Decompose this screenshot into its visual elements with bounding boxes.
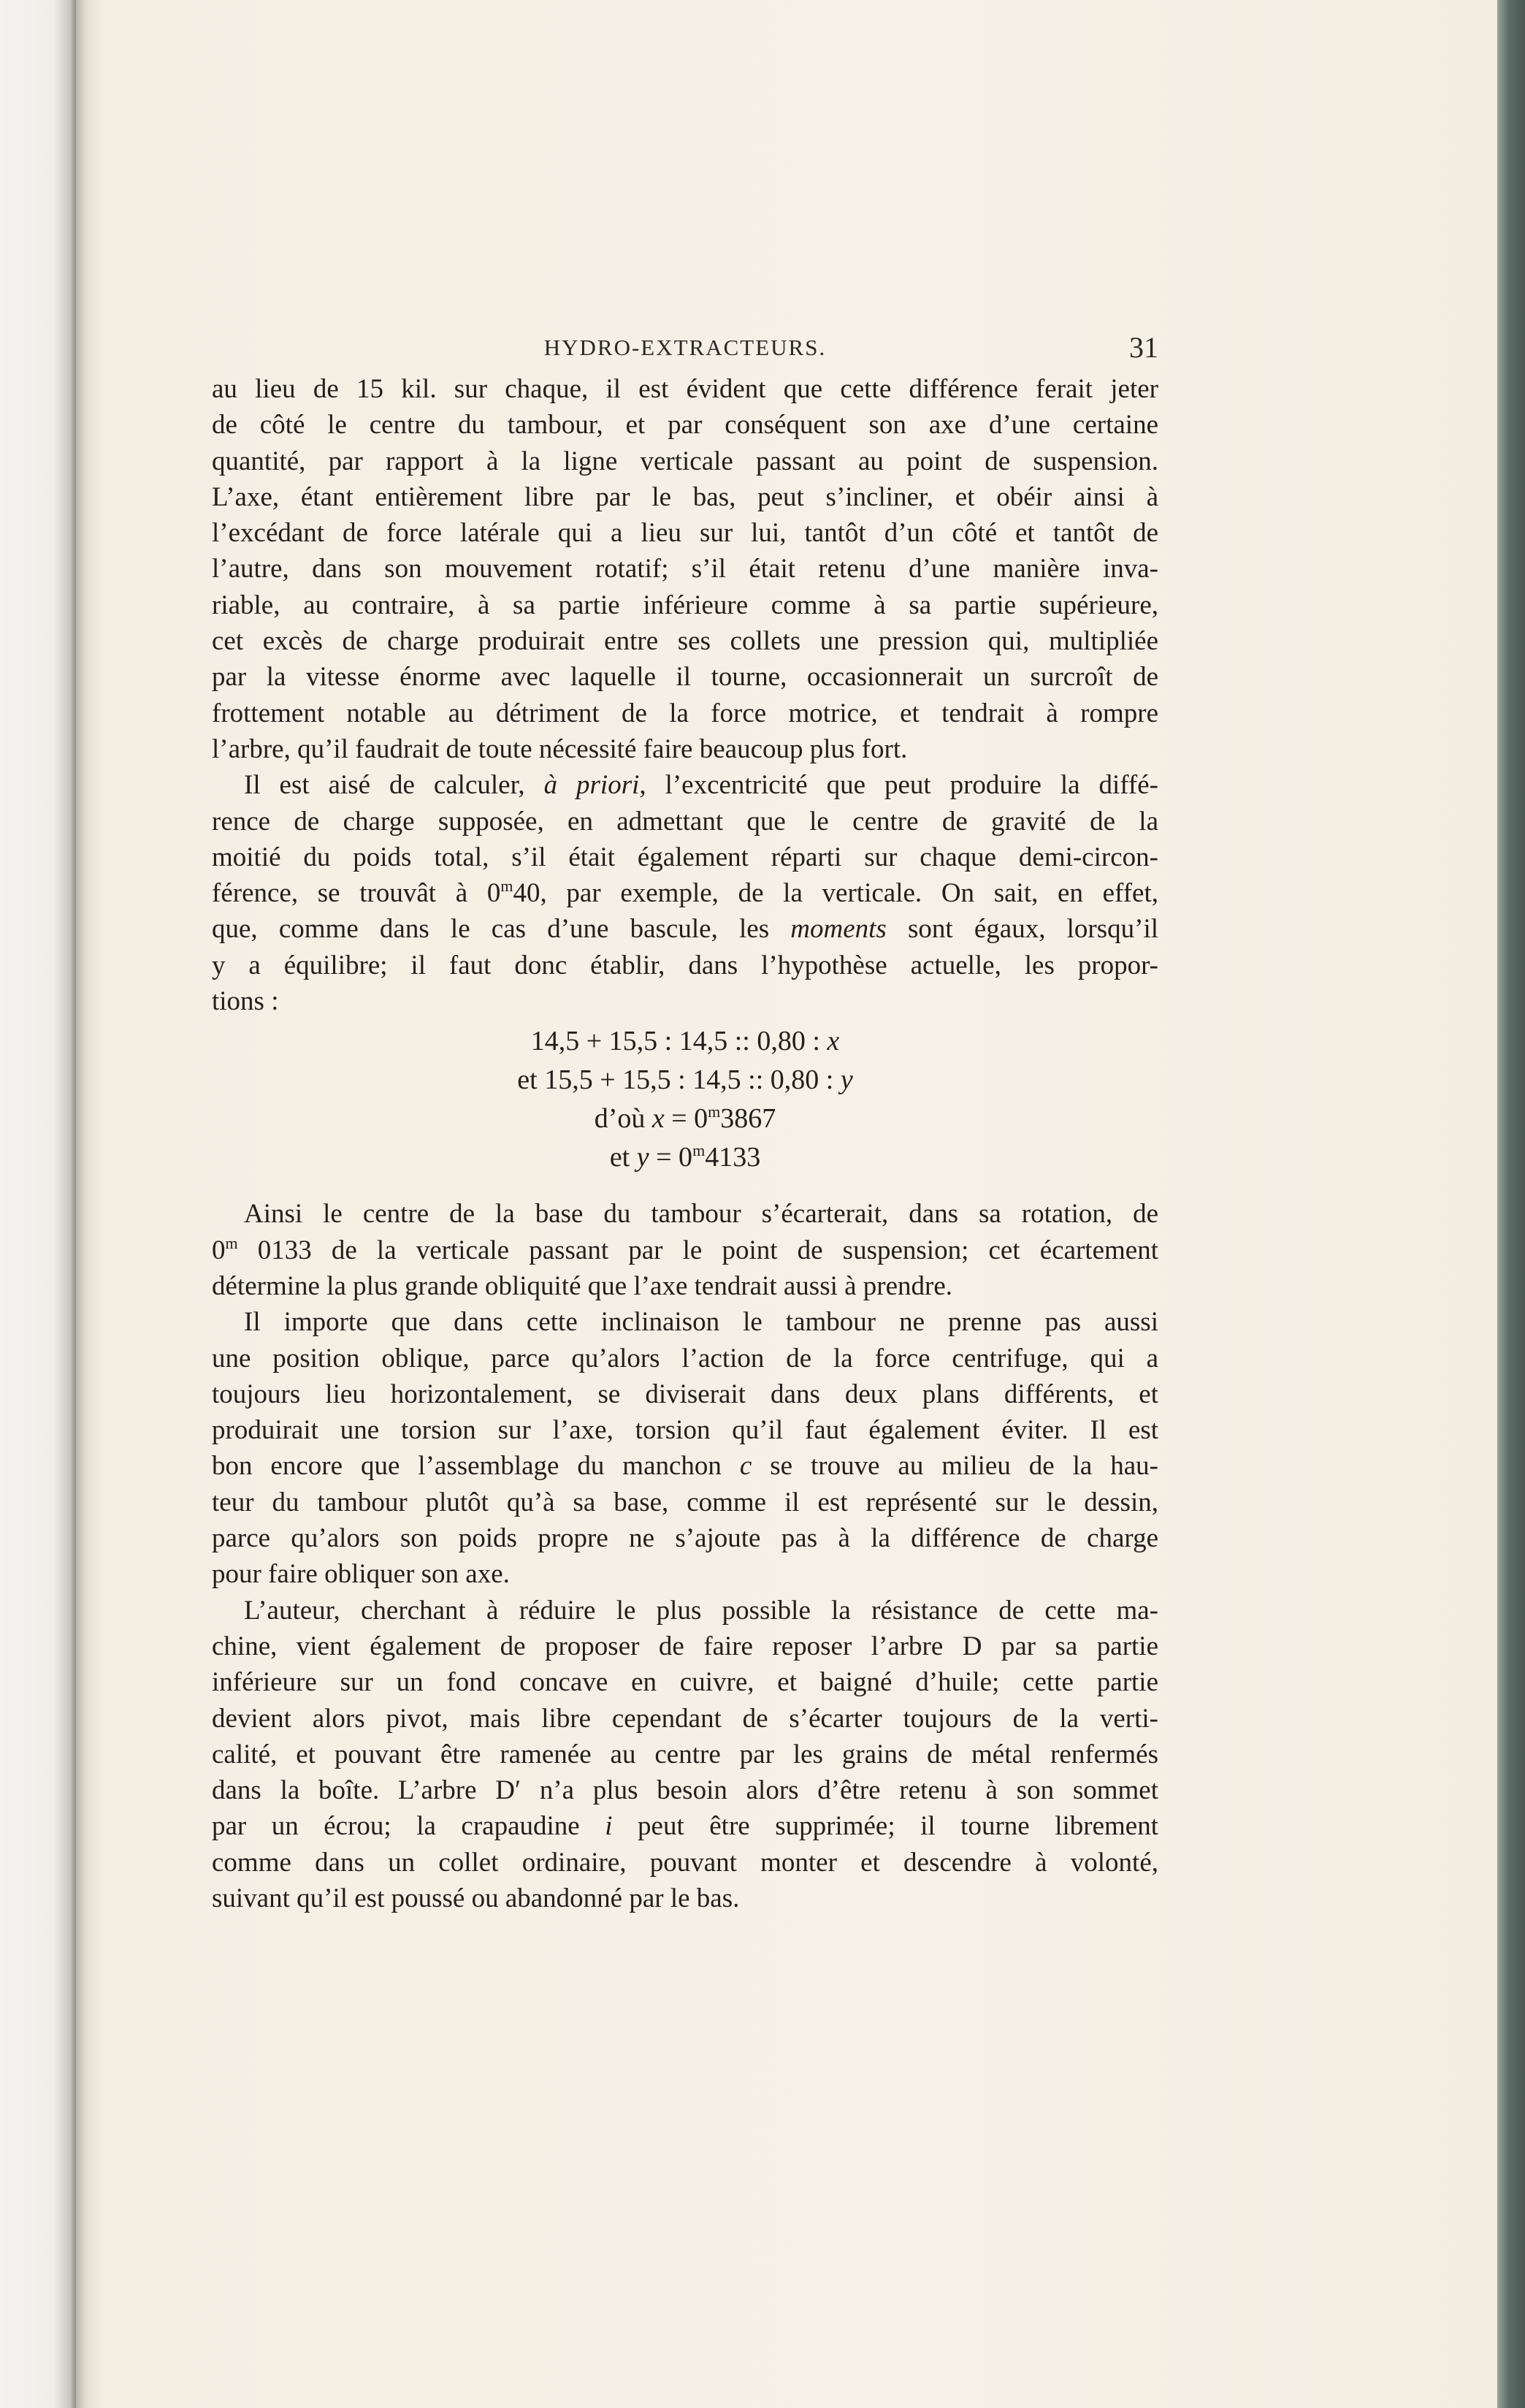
text-segment: que, comme dans le cas d’une bascule, les xyxy=(212,914,791,945)
page-body xyxy=(212,371,1158,1916)
text-segment: une position oblique, parce qu’alors l’action de la force centrifuge, qui a xyxy=(212,1343,1158,1373)
text-line xyxy=(212,1701,1158,1737)
text-segment: par la vitesse énorme avec laquelle il tourne, occasionnerait un surcroît de xyxy=(212,662,1158,693)
text-segment: de côté le centre du tambour, et par conséquent son axe d’une certaine xyxy=(212,410,1158,441)
text-line xyxy=(212,1556,1158,1592)
text-line xyxy=(212,587,1158,623)
text-segment: 4133 xyxy=(705,1142,761,1173)
text-segment: l’excédant de force latérale qui a lieu sur lui, tantôt d’un côté et tantôt de xyxy=(212,518,1158,549)
text-line xyxy=(212,371,1158,407)
italic-text: à priori xyxy=(543,770,640,801)
text-segment: 0 xyxy=(212,1235,226,1265)
text-segment: dans la boîte. L’arbre D′ n’a plus besoin alors d’être retenu à son sommet xyxy=(212,1775,1158,1806)
text-line xyxy=(212,731,1158,767)
text-segment: tions : xyxy=(212,986,279,1017)
text-segment: férence, se trouvât à 0 xyxy=(212,878,501,909)
text-segment: y a équilibre; il faut donc établir, dans l’hypothèse actuelle, les propor- xyxy=(212,950,1158,980)
text-segment: frottement notable au détriment de la force motrice, et tendrait à rompre xyxy=(212,698,1158,728)
text-line xyxy=(212,1593,1158,1628)
text-line xyxy=(212,948,1158,983)
running-title: HYDRO-EXTRACTEURS. xyxy=(543,335,827,360)
text-line xyxy=(212,983,1158,1019)
text-segment: toujours lieu horizontalement, se diviserait dans deux plans différents, et xyxy=(212,1379,1158,1409)
text-line xyxy=(212,479,1158,515)
text-line xyxy=(212,1232,1158,1268)
text-line xyxy=(212,1808,1158,1844)
scan-border xyxy=(1497,0,1525,2408)
text-segment: = 0 xyxy=(664,1103,708,1135)
paragraph xyxy=(212,1593,1158,1917)
page-number: 31 xyxy=(1129,331,1158,364)
text-segment: parce qu’alors son poids propre ne s’ajoute pas à la différence de charge xyxy=(212,1523,1158,1554)
text-segment: bon encore que l’assemblage du manchon xyxy=(212,1451,740,1482)
text-segment: rence de charge supposée, en admettant que le centre de gravité de la xyxy=(212,806,1158,837)
text-line xyxy=(212,1196,1158,1232)
text-segment: calité, et pouvant être ramenée au centre par les grains de métal renfermés xyxy=(212,1739,1158,1769)
superscript: m xyxy=(692,1141,706,1160)
text-line xyxy=(212,804,1158,839)
text-segment: et 15,5 + 15,5 : 14,5 :: 0,80 : xyxy=(517,1064,841,1096)
text-segment: cet excès de charge produirait entre ses collets une pression qui, multipliée xyxy=(212,626,1158,657)
text-line xyxy=(212,659,1158,695)
previous-page-edge xyxy=(0,0,76,2408)
italic-text: x xyxy=(827,1026,840,1057)
text-segment: suivant qu’il est poussé ou abandonné par le bas. xyxy=(212,1883,740,1913)
text-segment: = 0 xyxy=(649,1142,693,1173)
text-line xyxy=(212,1664,1158,1700)
italic-text: i xyxy=(605,1811,613,1842)
text-segment: par un écrou; la crapaudine xyxy=(212,1811,605,1842)
text-segment: devient alors pivot, mais libre cependant de s’écarter toujours de la verti- xyxy=(212,1703,1158,1734)
text-line xyxy=(212,1268,1158,1304)
text-segment: Ainsi le centre de la base du tambour s’écarterait, dans sa rotation, de xyxy=(244,1199,1158,1230)
text-line xyxy=(212,443,1158,479)
italic-text: moments xyxy=(790,914,887,945)
text-line xyxy=(212,1772,1158,1808)
text-segment: L’auteur, cherchant à réduire le plus possible la résistance de cette ma- xyxy=(244,1595,1158,1626)
text-segment: riable, au contraire, à sa partie inférieure comme à sa partie supérieure, xyxy=(212,590,1158,620)
paragraph xyxy=(212,371,1158,767)
text-line xyxy=(212,875,1158,911)
text-segment: et xyxy=(609,1142,637,1173)
text-line xyxy=(212,623,1158,659)
italic-text: x xyxy=(651,1103,665,1135)
text-segment: l’autre, dans son mouvement rotatif; s’il était retenu d’une manière inva- xyxy=(212,554,1158,584)
text-segment: , l’excentricité que peut produire la diffé- xyxy=(639,770,1158,801)
text-line xyxy=(212,515,1158,551)
italic-text: y xyxy=(636,1142,649,1173)
text-segment: comme dans un collet ordinaire, pouvant monter et descendre à volonté, xyxy=(212,1847,1158,1878)
text-segment: produirait une torsion sur l’axe, torsion qu’il faut également éviter. Il est xyxy=(212,1415,1158,1446)
text-segment: 40, par exemple, de la verticale. On sait, en effet, xyxy=(513,878,1158,909)
text-segment: Il importe que dans cette inclinaison le tambour ne prenne pas aussi xyxy=(244,1307,1158,1338)
text-segment: sont égaux, lorsqu’il xyxy=(886,914,1159,945)
text-line xyxy=(212,1845,1158,1881)
text-segment: l’arbre, qu’il faudrait de toute nécessité faire beaucoup plus fort. xyxy=(212,734,908,764)
text-segment: pour faire obliquer son axe. xyxy=(212,1559,510,1590)
text-segment: d’où xyxy=(594,1103,652,1135)
text-segment: L’axe, étant entièrement libre par le bas, peut s’incliner, et obéir ainsi à xyxy=(212,481,1158,512)
text-segment: 14,5 + 15,5 : 14,5 :: 0,80 : xyxy=(530,1026,828,1057)
text-line xyxy=(212,551,1158,587)
text-segment: se trouve au milieu de la hau- xyxy=(752,1451,1158,1482)
text-line xyxy=(212,1376,1158,1412)
equation-block xyxy=(212,1019,1158,1196)
paragraph xyxy=(212,1196,1158,1304)
superscript: m xyxy=(225,1233,238,1252)
text-segment: chine, vient également de proposer de faire reposer l’arbre D par sa partie xyxy=(212,1631,1158,1661)
text-line xyxy=(212,767,1158,803)
paragraph xyxy=(212,1304,1158,1592)
text-line xyxy=(212,911,1158,947)
equation-line xyxy=(212,1061,1158,1100)
text-segment: peut être supprimée; il tourne librement xyxy=(612,1811,1158,1842)
text-segment: moitié du poids total, s’il était également réparti sur chaque demi-circon- xyxy=(212,842,1158,872)
italic-text: y xyxy=(840,1064,853,1096)
equation-line xyxy=(212,1022,1158,1061)
text-line xyxy=(212,1737,1158,1772)
equation-line xyxy=(212,1100,1158,1138)
text-segment: au lieu de 15 kil. sur chaque, il est évident que cette différence ferait jeter xyxy=(212,374,1158,404)
text-segment: 0133 de la verticale passant par le point de suspension; cet écartement xyxy=(237,1235,1158,1265)
text-segment: 3867 xyxy=(720,1103,776,1135)
text-line xyxy=(212,1520,1158,1556)
superscript: m xyxy=(500,877,513,896)
text-line xyxy=(212,1881,1158,1916)
text-line xyxy=(212,1304,1158,1340)
text-line xyxy=(212,1412,1158,1448)
text-line xyxy=(212,1628,1158,1664)
text-line xyxy=(212,1341,1158,1376)
text-segment: quantité, par rapport à la ligne verticale passant au point de suspension. xyxy=(212,446,1158,476)
text-line xyxy=(212,696,1158,731)
text-segment: Il est aisé de calculer, xyxy=(244,770,544,801)
italic-text: c xyxy=(739,1451,752,1482)
equation-line xyxy=(212,1138,1158,1177)
text-line xyxy=(212,1448,1158,1484)
text-segment: détermine la plus grande obliquité que l’axe tendrait aussi à prendre. xyxy=(212,1270,953,1301)
page-header xyxy=(212,330,1158,364)
paragraph xyxy=(212,767,1158,1019)
superscript: m xyxy=(708,1102,721,1121)
text-line xyxy=(212,839,1158,875)
text-segment: inférieure sur un fond concave en cuivre, et baigné d’huile; cette partie xyxy=(212,1667,1158,1698)
text-line xyxy=(212,407,1158,443)
text-line xyxy=(212,1485,1158,1520)
text-segment: teur du tambour plutôt qu’à sa base, comme il est représenté sur le dessin, xyxy=(212,1487,1158,1517)
